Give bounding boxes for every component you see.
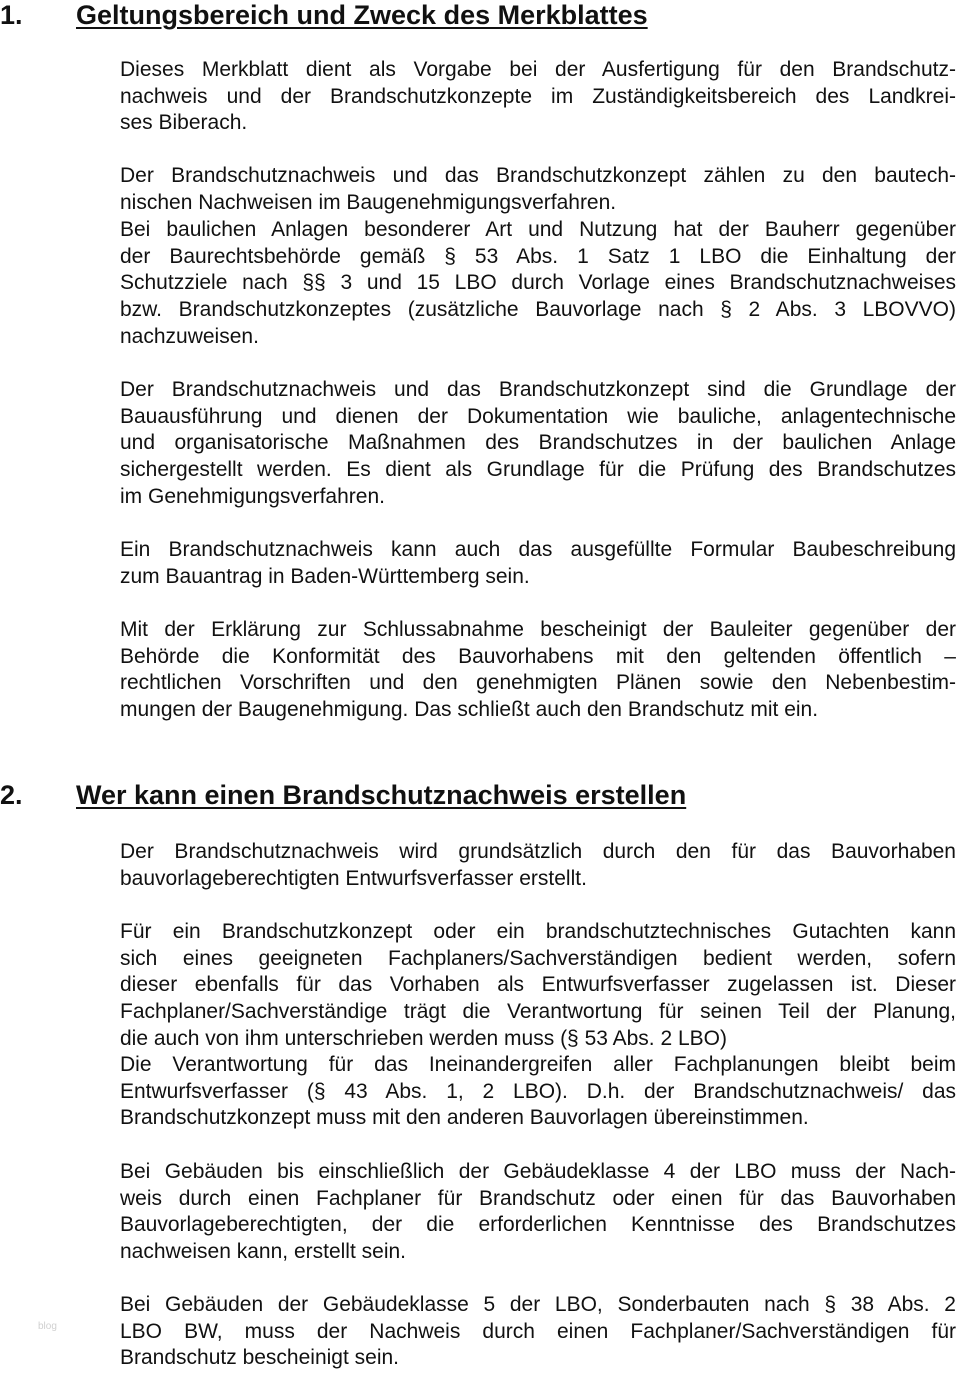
- text-line: mungen der Baugenehmigung. Das schließt auch den Brandschutz mit ein.: [120, 698, 819, 722]
- text-line: sich eines geeigneten Fachplaners/Sachverständigen bedient werden, sofern: [120, 946, 956, 970]
- text-line: Bei baulichen Anlagen besonderer Art und Nutzung hat der Bauherr gegenüber: [120, 218, 956, 241]
- text-line: Mit der Erklärung zur Schlussabnahme bescheinigt der Bauleiter gegenüber der: [120, 618, 956, 641]
- section-1-paragraph-3: [120, 217, 956, 350]
- text-line: Der Brandschutznachweis und das Brandschutzkonzept sind die Grundlage der: [120, 378, 956, 401]
- section-2-title: Wer kann einen Brandschutznachweis erstellen: [76, 780, 687, 810]
- text-line: zum Bauantrag in Baden-Württemberg sein.: [120, 564, 530, 588]
- text-line: Bauvorlageberechtigten, der die erforderlichen Kenntnisse des Brandschutzes: [120, 1213, 956, 1237]
- text-line: Behörde die Konformität des Bauvorhabens mit den geltenden öffentlich –: [120, 644, 956, 668]
- section-1-number: 1.: [0, 0, 23, 30]
- text-line: nachzuweisen.: [120, 324, 259, 348]
- section-2-number: 2.: [0, 780, 23, 810]
- section-2-paragraph-5: [120, 1292, 956, 1372]
- section-1-paragraph-1: [120, 57, 956, 137]
- text-line: ses Biberach.: [120, 111, 248, 135]
- text-line: Für ein Brandschutzkonzept oder ein brandschutztechnisches Gutachten kann: [120, 920, 956, 943]
- text-line: nischen Nachweisen im Baugenehmigungsverfahren.: [120, 190, 617, 214]
- text-line: dieser ebenfalls für das Vorhaben als Entwurfsverfasser zugelassen ist. Dieser: [120, 973, 956, 997]
- text-line: nachweis und der Brandschutzkonzepte im Zuständigkeitsbereich des Landkrei-: [120, 84, 956, 108]
- section-1-paragraph-2: [120, 163, 956, 216]
- section-2-paragraph-1: [120, 839, 956, 892]
- text-line: Fachplaner/Sachverständige trägt die Verantwortung für seinen Teil der Planung,: [120, 1000, 956, 1024]
- section-1-paragraph-6: [120, 617, 956, 724]
- text-line: bzw. Brandschutzkonzeptes (zusätzliche Bauvorlage nach § 2 Abs. 3 LBOVVO): [120, 298, 956, 322]
- section-1-paragraph-4: [120, 377, 956, 510]
- text-line: Der Brandschutznachweis und das Brandschutzkonzept zählen zu den bautech-: [120, 164, 956, 187]
- text-line: sichergestellt werden. Es dient als Grundlage für die Prüfung des Brandschutzes: [120, 458, 956, 482]
- section-2-paragraph-3: [120, 1052, 956, 1132]
- text-line: die auch von ihm unterschrieben werden muss (§ 53 Abs. 2 LBO): [120, 1026, 727, 1050]
- text-line: Ein Brandschutznachweis kann auch das ausgefüllte Formular Baubeschreibung: [120, 538, 956, 561]
- text-line: Dieses Merkblatt dient als Vorgabe bei der Ausfertigung für den Brandschutz-: [120, 58, 956, 81]
- text-line: Entwurfsverfasser (§ 43 Abs. 1, 2 LBO). D.h. der Brandschutznachweis/ das: [120, 1079, 956, 1103]
- text-line: im Genehmigungsverfahren.: [120, 484, 385, 508]
- text-line: Die Verantwortung für das Ineinandergreifen aller Fachplanungen bleibt beim: [120, 1053, 956, 1076]
- text-line: Schutzziele nach §§ 3 und 15 LBO durch Vorlage eines Brandschutznachweises: [120, 271, 956, 295]
- section-1-title: Geltungsbereich und Zweck des Merkblattes: [76, 0, 648, 30]
- text-line: Brandschutz bescheinigt sein.: [120, 1346, 399, 1370]
- text-line: weis durch einen Fachplaner für Brandschutz oder einen für das Bauvorhaben: [120, 1186, 956, 1210]
- section-2-heading: [0, 780, 960, 810]
- section-1-heading: [0, 0, 960, 30]
- watermark: blog: [38, 1321, 57, 1332]
- text-line: Bei Gebäuden der Gebäudeklasse 5 der LBO, Sonderbauten nach § 38 Abs. 2: [120, 1293, 956, 1316]
- text-line: Bauausführung und dienen der Dokumentation wie bauliche, anlagentechnische: [120, 404, 956, 428]
- text-line: rechtlichen Vorschriften und den genehmigten Plänen sowie den Nebenbestim-: [120, 671, 956, 695]
- text-line: Brandschutzkonzept muss mit den anderen Bauvorlagen übereinstimmen.: [120, 1106, 809, 1130]
- section-2-paragraph-4: [120, 1159, 956, 1266]
- text-line: bauvorlageberechtigten Entwurfsverfasser erstellt.: [120, 866, 587, 890]
- text-line: Bei Gebäuden bis einschließlich der Gebäudeklasse 4 der LBO muss der Nach-: [120, 1160, 956, 1183]
- text-line: Der Brandschutznachweis wird grundsätzlich durch den für das Bauvorhaben: [120, 840, 956, 863]
- text-line: und organisatorische Maßnahmen des Brandschutzes in der baulichen Anlage: [120, 431, 956, 455]
- text-line: LBO BW, muss der Nachweis durch einen Fachplaner/Sachverständigen für: [120, 1319, 956, 1343]
- text-line: der Baurechtsbehörde gemäß § 53 Abs. 1 Satz 1 LBO die Einhaltung der: [120, 244, 956, 268]
- section-2-paragraph-2: [120, 919, 956, 1052]
- text-line: nachweisen kann, erstellt sein.: [120, 1240, 406, 1264]
- section-1-paragraph-5: [120, 537, 956, 590]
